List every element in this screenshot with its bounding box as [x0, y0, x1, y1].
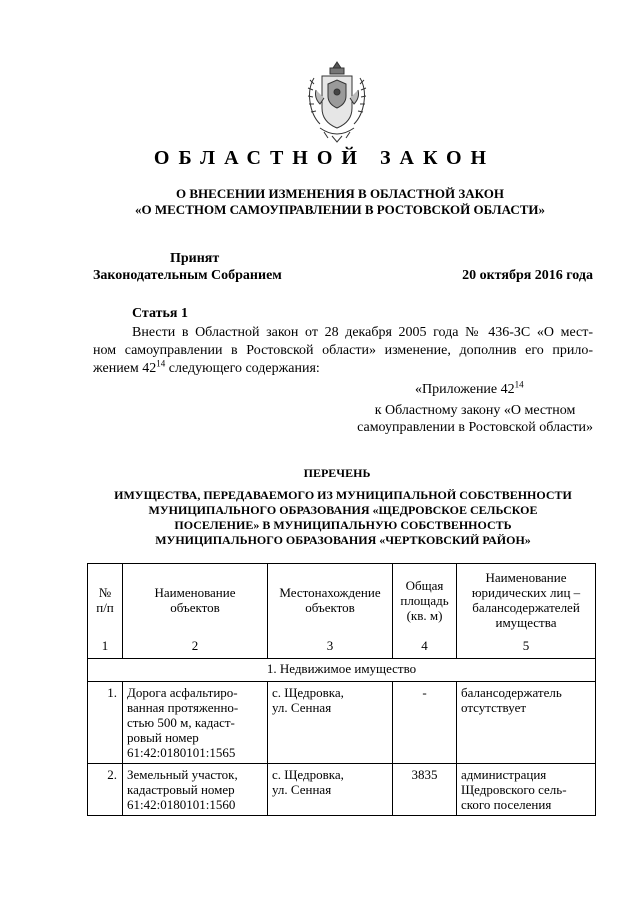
- section-title: 1. Недвижимое имущество: [88, 659, 596, 682]
- section-row: [88, 659, 596, 682]
- paragraph-text: жением 42: [93, 361, 157, 376]
- appendix-reference: [357, 402, 593, 436]
- header-text: Общая: [405, 577, 444, 593]
- paragraph-line: Внести в Областной закон от 28 декабря 2005 года № 436-ЗС «О мест-: [132, 325, 593, 340]
- appendix-reference-line: к Областному закону «О местном: [374, 403, 576, 418]
- header-text: Наименование: [154, 585, 236, 600]
- superscript: 14: [156, 358, 166, 369]
- object-name-cell: [123, 764, 268, 816]
- list-subtitle-line: МУНИЦИПАЛЬНОГО ОБРАЗОВАНИЯ «ЩЕДРОВСКОЕ СЕЛЬСКОЕ: [148, 503, 538, 517]
- list-subtitle-line: МУНИЦИПАЛЬНОГО ОБРАЗОВАНИЯ «ЧЕРТКОВСКИЙ РАЙОН»: [155, 533, 531, 547]
- row-number: 2.: [88, 764, 123, 816]
- law-subtitle-line: «О МЕСТНОМ САМОУПРАВЛЕНИИ В РОСТОВСКОЙ ОБЛАСТИ»: [135, 202, 545, 217]
- cell-line: кадастровый номер: [127, 782, 235, 797]
- adoption-date: 20 октября 2016 года: [462, 268, 593, 283]
- holder-cell: [457, 682, 596, 764]
- cell-line: с. Щедровка,: [272, 767, 344, 782]
- table-row: [88, 764, 596, 816]
- header-text: имущества: [495, 615, 557, 630]
- cell-line: Щедровского сель-: [461, 782, 567, 797]
- header-text: юридических лиц –: [471, 585, 581, 600]
- cell-line: стью 500 м, кадаст-: [127, 715, 235, 730]
- object-name-cell: [123, 682, 268, 764]
- column-number: 2: [123, 636, 268, 659]
- paragraph-line: [93, 360, 593, 378]
- cell-line: 61:42:0180101:1565: [127, 745, 236, 760]
- column-number-row: [88, 636, 596, 659]
- header-text: п/п: [96, 600, 114, 615]
- list-subtitle-line: ИМУЩЕСТВА, ПЕРЕДАВАЕМОГО ИЗ МУНИЦИПАЛЬНОЙ СОБСТВЕННОСТИ: [114, 488, 572, 502]
- header-text: (кв. м): [406, 607, 443, 623]
- header-cell-name: [123, 564, 268, 637]
- list-subtitle: [93, 488, 593, 548]
- cell-line: ванная протяженно-: [127, 700, 239, 715]
- location-cell: [268, 682, 393, 764]
- law-subtitle: [90, 186, 590, 218]
- cell-line: ул. Сенная: [272, 700, 332, 715]
- superscript: 14: [514, 379, 524, 390]
- header-text: балансодержателей: [472, 600, 580, 615]
- law-subtitle-line: О ВНЕСЕНИИ ИЗМЕНЕНИЯ В ОБЛАСТНОЙ ЗАКОН: [176, 186, 504, 201]
- cell-line: с. Щедровка,: [272, 685, 344, 700]
- column-number: 1: [88, 636, 123, 659]
- header-text: объектов: [170, 600, 220, 615]
- cell-line: отсутствует: [461, 700, 527, 715]
- coat-of-arms-emblem: [304, 58, 370, 144]
- header-cell-location: [268, 564, 393, 637]
- law-title: ОБЛАСТНОЙ ЗАКОН: [153, 147, 496, 169]
- header-cell-holder: [457, 564, 596, 637]
- cell-line: 61:42:0180101:1560: [127, 797, 236, 812]
- list-title: ПЕРЕЧЕНЬ: [303, 466, 371, 480]
- column-number: 3: [268, 636, 393, 659]
- appendix-reference-line: самоуправлении в Ростовской области»: [357, 420, 593, 435]
- list-subtitle-line: ПОСЕЛЕНИЕ» В МУНИЦИПАЛЬНУЮ СОБСТВЕННОСТЬ: [174, 518, 512, 532]
- cell-line: балансодержатель: [461, 685, 562, 700]
- adopted-label: Принят: [170, 251, 220, 266]
- location-cell: [268, 764, 393, 816]
- property-table: [87, 563, 596, 816]
- header-text: №: [98, 585, 112, 600]
- table-row: [88, 682, 596, 764]
- cell-line: администрация: [461, 767, 547, 782]
- header-cell-number: [88, 564, 123, 637]
- column-number: 4: [393, 636, 457, 659]
- paragraph-text: следующего содержания:: [165, 361, 320, 376]
- header-text: Местонахождение: [279, 585, 381, 600]
- holder-cell: [457, 764, 596, 816]
- column-number: 5: [457, 636, 596, 659]
- appendix-heading: [415, 381, 524, 399]
- area-cell: 3835: [393, 764, 457, 816]
- header-text: Наименование: [485, 570, 567, 585]
- header-cell-area: [393, 564, 457, 637]
- table-header-row: [88, 564, 596, 637]
- header-text: объектов: [305, 600, 355, 615]
- area-cell: -: [393, 682, 457, 764]
- article-paragraph: [93, 324, 593, 378]
- cell-line: ровый номер: [127, 730, 199, 745]
- article-heading: Статья 1: [132, 306, 188, 321]
- cell-line: Земельный участок,: [127, 767, 238, 782]
- cell-line: ского поселения: [461, 797, 552, 812]
- cell-line: ул. Сенная: [272, 782, 332, 797]
- appendix-heading-text: «Приложение 42: [415, 382, 515, 397]
- adopted-by: Законодательным Собранием: [93, 268, 282, 283]
- cell-line: Дорога асфальтиро-: [127, 685, 238, 700]
- paragraph-line: ном самоуправлении в Ростовской области» изменение, дополнив его прило-: [93, 343, 593, 358]
- header-text: площадь: [400, 592, 449, 608]
- row-number: 1.: [88, 682, 123, 764]
